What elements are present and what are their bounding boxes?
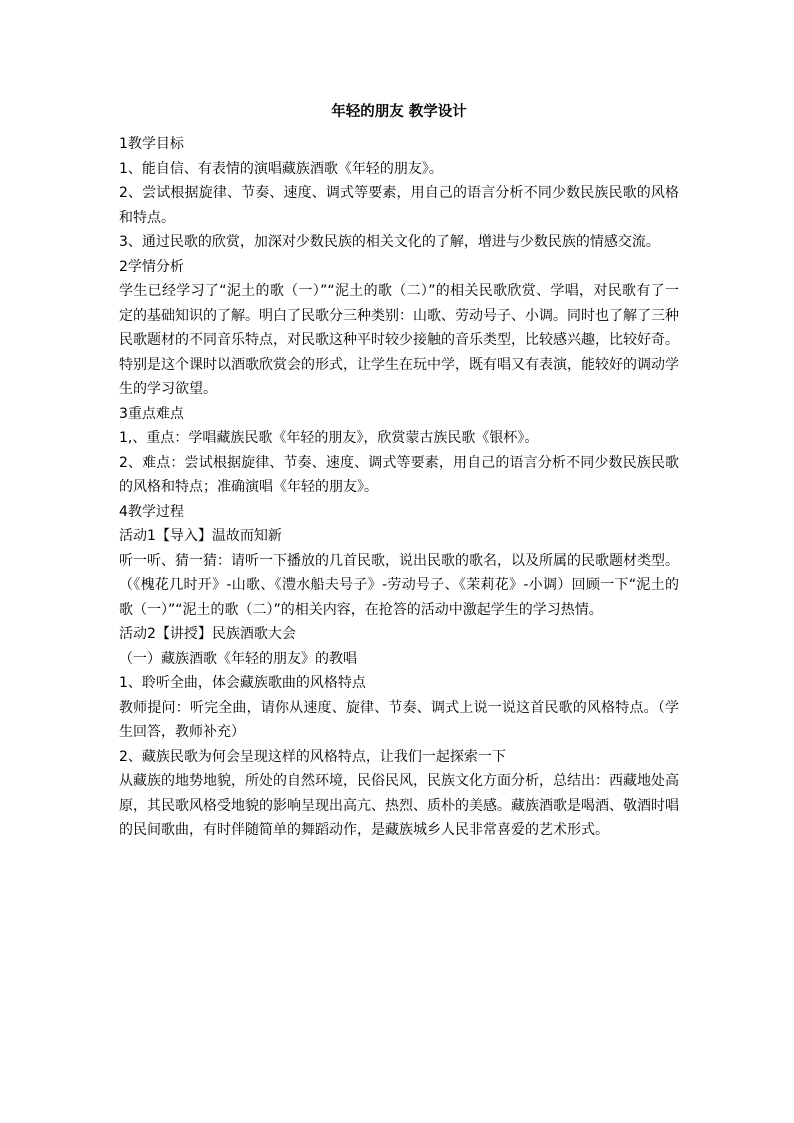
analysis-paragraph: 学生已经学习了“泥土的歌（一）”“泥土的歌（二）”的相关民歌欣赏、学唱，对民歌有了一定的基础知识的了解。明白了民歌分三种类别：山歌、劳动号子、小调。同时也了解了三种民歌题材的不同音乐特点，对民歌这种平时较少接触的音乐类型，比较感兴趣，比较好奇。特别是这个课时以酒歌欣赏会的形式，让学生在玩中学，既有唱又有表演，能较好的调动学生的学习欲望。	[119, 283, 679, 397]
activity-2-heading: 活动2【讲授】民族酒歌大会	[119, 626, 296, 642]
activity-1-heading: 活动1【导入】温故而知新	[119, 528, 282, 544]
step-1-heading: 1、聆听全曲，体会藏族歌曲的风格特点	[119, 675, 366, 691]
objective-2: 2、尝试根据旋律、节奏、速度、调式等要素，用自己的语言分析不同少数民族民歌的风格和特点。	[119, 185, 679, 226]
section-heading-analysis: 2学情分析	[119, 258, 184, 275]
objective-3: 3、通过民歌的欣赏，加深对少数民族的相关文化的了解，增进与少数民族的情感交流。	[119, 234, 660, 250]
document-title: 年轻的朋友 教学设计	[331, 104, 467, 120]
key-point: 1,、重点：学唱藏族民歌《年轻的朋友》，欣赏蒙古族民歌《银杯》。	[119, 430, 539, 446]
objective-1: 1、能自信、有表情的演唱藏族酒歌《年轻的朋友》。	[119, 160, 443, 177]
step-2-paragraph: 从藏族的地势地貌，所处的自然环境，民俗民风，民族文化方面分析，总结出：西藏地处高原，其民歌风格受地貌的影响呈现出高亢、热烈、质朴的美感。藏族酒歌是喝酒、敬酒时唱的民间歌曲，有时伴随简单的舞蹈动作，是藏族城乡人民非常喜爱的艺术形式。	[119, 773, 679, 838]
document-body	[119, 132, 679, 843]
section-heading-key-points: 3重点难点	[119, 405, 184, 422]
section-heading-objectives: 1教学目标	[119, 136, 184, 152]
section-heading-process: 4教学过程	[119, 503, 184, 520]
difficulty-point: 2、难点：尝试根据旋律、节奏、速度、调式等要素，用自己的语言分析不同少数民族民歌的风格和特点；准确演唱《年轻的朋友》。	[119, 454, 679, 495]
activity-1-paragraph: 听一听、猜一猜：请听一下播放的几首民歌，说出民歌的歌名，以及所属的民歌题材类型。（《槐花几时开》-山歌、《澧水船夫号子》-劳动号子、《茉莉花》-小调）回顾一下“泥土的歌（一）”“泥土的歌（二）”的相关内容，在抢答的活动中激起学生的学习热情。	[119, 552, 679, 618]
step-2-heading: 2、藏族民歌为何会呈现这样的风格特点，让我们一起探索一下	[119, 748, 506, 765]
subsection-heading: （一）藏族酒歌《年轻的朋友》的教唱	[119, 650, 357, 667]
step-1-paragraph: 教师提问：听完全曲，请你从速度、旋律、节奏、调式上说一说这首民歌的风格特点。（学生回答，教师补充）	[119, 699, 679, 740]
